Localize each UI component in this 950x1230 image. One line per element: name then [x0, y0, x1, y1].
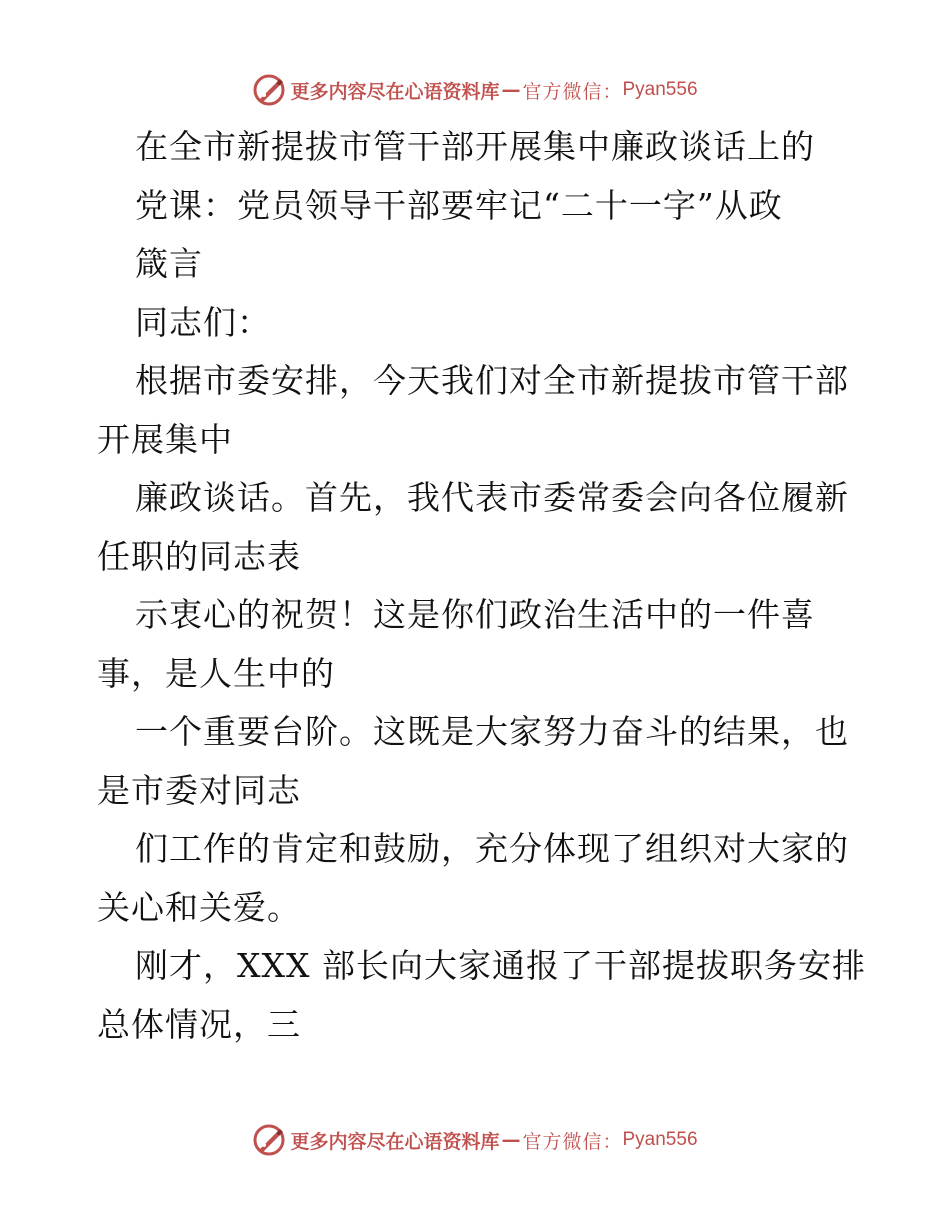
salutation: 同志们： [135, 302, 271, 342]
watermark-brand: 更多内容尽在心语资料库 [290, 1130, 500, 1153]
document-body [97, 118, 866, 1054]
body-line: 事，是人生中的 [97, 653, 335, 693]
footer-watermark [0, 1120, 950, 1160]
document-title-line: 党课：党员领导干部要牢记“二十一字”从政 [135, 185, 783, 225]
body-line: 示衷心的祝贺！这是你们政治生活中的一件喜 [135, 595, 815, 634]
body-line: 们工作的肯定和鼓励，充分体现了组织对大家的 [135, 829, 849, 868]
watermark-dash: — [501, 1129, 521, 1151]
header-watermark [0, 70, 950, 110]
document-title-line: 箴言 [135, 244, 203, 283]
document-title-line: 在全市新提拔市管干部开展集中廉政谈话上的 [135, 127, 815, 166]
body-line: 根据市委安排，今天我们对全市新提拔市管干部 [135, 361, 849, 400]
watermark-wechat-handle: Pyan556 [622, 79, 698, 100]
watermark-dash: — [501, 79, 521, 101]
body-line: 关心和关爱。 [97, 887, 301, 927]
watermark-wechat-handle: Pyan556 [622, 1129, 698, 1150]
body-line: 刚才，XXX 部长向大家通报了干部提拔职务安排 [135, 946, 866, 985]
watermark-brand: 更多内容尽在心语资料库 [290, 80, 500, 103]
watermark-wechat-label: 官方微信： [522, 80, 623, 103]
body-line: 一个重要台阶。这既是大家努力奋斗的结果，也 [135, 712, 849, 751]
body-line: 总体情况，三 [97, 1004, 301, 1044]
pen-logo-icon [252, 1123, 286, 1157]
body-line: 廉政谈话。首先，我代表市委常委会向各位履新 [135, 478, 849, 517]
body-line: 开展集中 [97, 419, 233, 459]
body-line: 任职的同志表 [97, 536, 301, 576]
pen-logo-icon [252, 73, 286, 107]
body-line: 是市委对同志 [97, 770, 301, 810]
watermark-wechat-label: 官方微信： [522, 1130, 623, 1153]
